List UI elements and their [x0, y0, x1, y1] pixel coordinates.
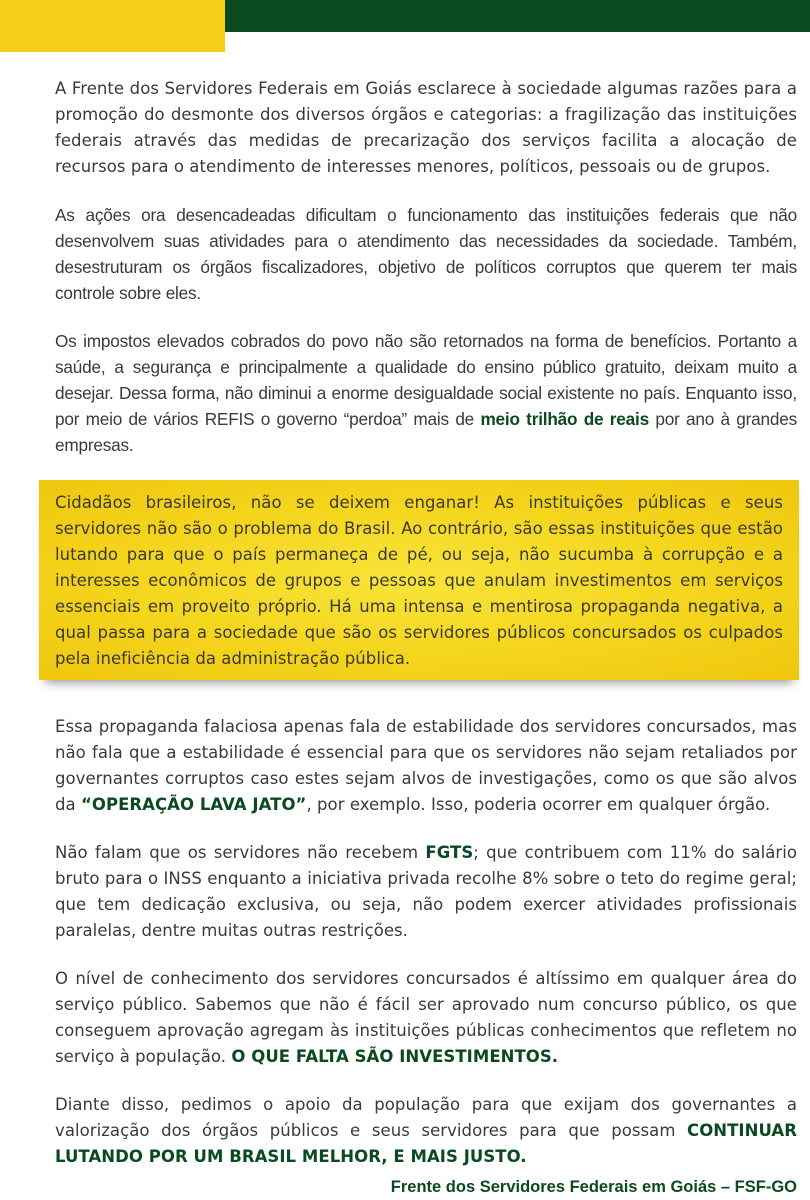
- paragraph-4-text-end: , por exemplo. Isso, poderia ocorrer em qualquer órgão.: [306, 795, 771, 814]
- paragraph-3-emphasis: meio trilhão de reais: [480, 409, 649, 429]
- paragraph-4-text: Essa propaganda falaciosa apenas fala de estabilidade dos servidores concursados, mas não fala que a estabilidade é essencial para que os servidores não sejam retaliados por governantes corruptos caso estes sejam alvos de investigações, como os que são alvos da: [55, 717, 797, 814]
- signature: Frente dos Servidores Federais em Goiás – FSF-GO: [390, 1178, 797, 1196]
- paragraph-7-text: Diante disso, pedimos o apoio da população para que exijam dos governantes a valorização dos órgãos públicos e seus servidores para que possam: [55, 1095, 797, 1140]
- paragraph-6-text: O nível de conhecimento dos servidores concursados é altíssimo em qualquer área do serviço público. Sabemos que não é fácil ser aprovado num concurso público, os que conseguem aprovação agregam às instituições públicas conhecimentos que refletem no serviço à população.: [55, 969, 797, 1066]
- highlight-paragraph: Cidadãos brasileiros, não se deixem enganar! As instituições públicas e seus servidores não são o problema do Brasil. Ao contrário, são essas instituições que estão lutando para que o país permaneça de pé, ou seja, não sucumba à corrupção e a interesses econômicos de grupos e pessoas que anulam investimentos em serviços essenciais em proveito próprio. Há uma intensa e mentirosa propaganda negativa, a qual passa para a sociedade que são os servidores públicos concursados os culpados pela ineficiência da administração pública.: [55, 493, 783, 668]
- paragraph-5-text: Não falam que os servidores não recebem: [55, 843, 426, 862]
- paragraph-3-text-end: por ano à grandes empresas.: [55, 409, 797, 455]
- document-body: [55, 76, 797, 1200]
- paragraph-5-emphasis: FGTS: [425, 843, 474, 862]
- top-yellow-bar: [0, 0, 225, 52]
- paragraph-4-emphasis: “OPERAÇÃO LAVA JATO”: [80, 795, 307, 814]
- paragraph-5-text-end: ; que contribuem com 11% do salário bruto para o INSS enquanto a iniciativa privada recolhe 8% sobre o teto do regime geral; que tem dedicação exclusiva, ou seja, não podem exercer atividades profissionais paralelas, dentre muitas outras restrições.: [55, 843, 797, 940]
- paragraph-6-emphasis: O QUE FALTA SÃO INVESTIMENTOS.: [231, 1047, 559, 1066]
- paragraph-5: [55, 840, 797, 944]
- paragraph-6: [55, 966, 797, 1070]
- paragraph-3: [55, 328, 797, 458]
- paragraph-7: [55, 1092, 797, 1170]
- paragraph-2: As ações ora desencadeadas dificultam o funcionamento das instituições federais que não desenvolvem suas atividades para o atendimento das necessidades da sociedade. Também, desestruturam os órgãos fiscalizadores, objetivo de políticos corruptos que querem ter mais controle sobre eles.: [55, 205, 797, 303]
- paragraph-3-text: Os impostos elevados cobrados do povo não são retornados na forma de benefícios. Portanto a saúde, a segurança e principalmente a qualidade do ensino público gratuito, deixam muito a desejar. Dessa forma, não diminui a enorme desigualdade social existente no país. Enquanto isso, por meio de vários REFIS o governo “perdoa” mais de: [55, 331, 797, 429]
- paragraph-1: A Frente dos Servidores Federais em Goiás esclarece à sociedade algumas razões para a promoção do desmonte dos diversos órgãos e categorias: a fragilização das instituições federais através das medidas de precarização dos serviços facilita a alocação de recursos para o atendimento de interesses menores, políticos, pessoais ou de grupos.: [55, 79, 797, 176]
- highlight-box: [39, 480, 799, 680]
- paragraph-4: [55, 714, 797, 818]
- paragraph-7-emphasis: CONTINUAR LUTANDO POR UM BRASIL MELHOR, E MAIS JUSTO.: [55, 1121, 797, 1166]
